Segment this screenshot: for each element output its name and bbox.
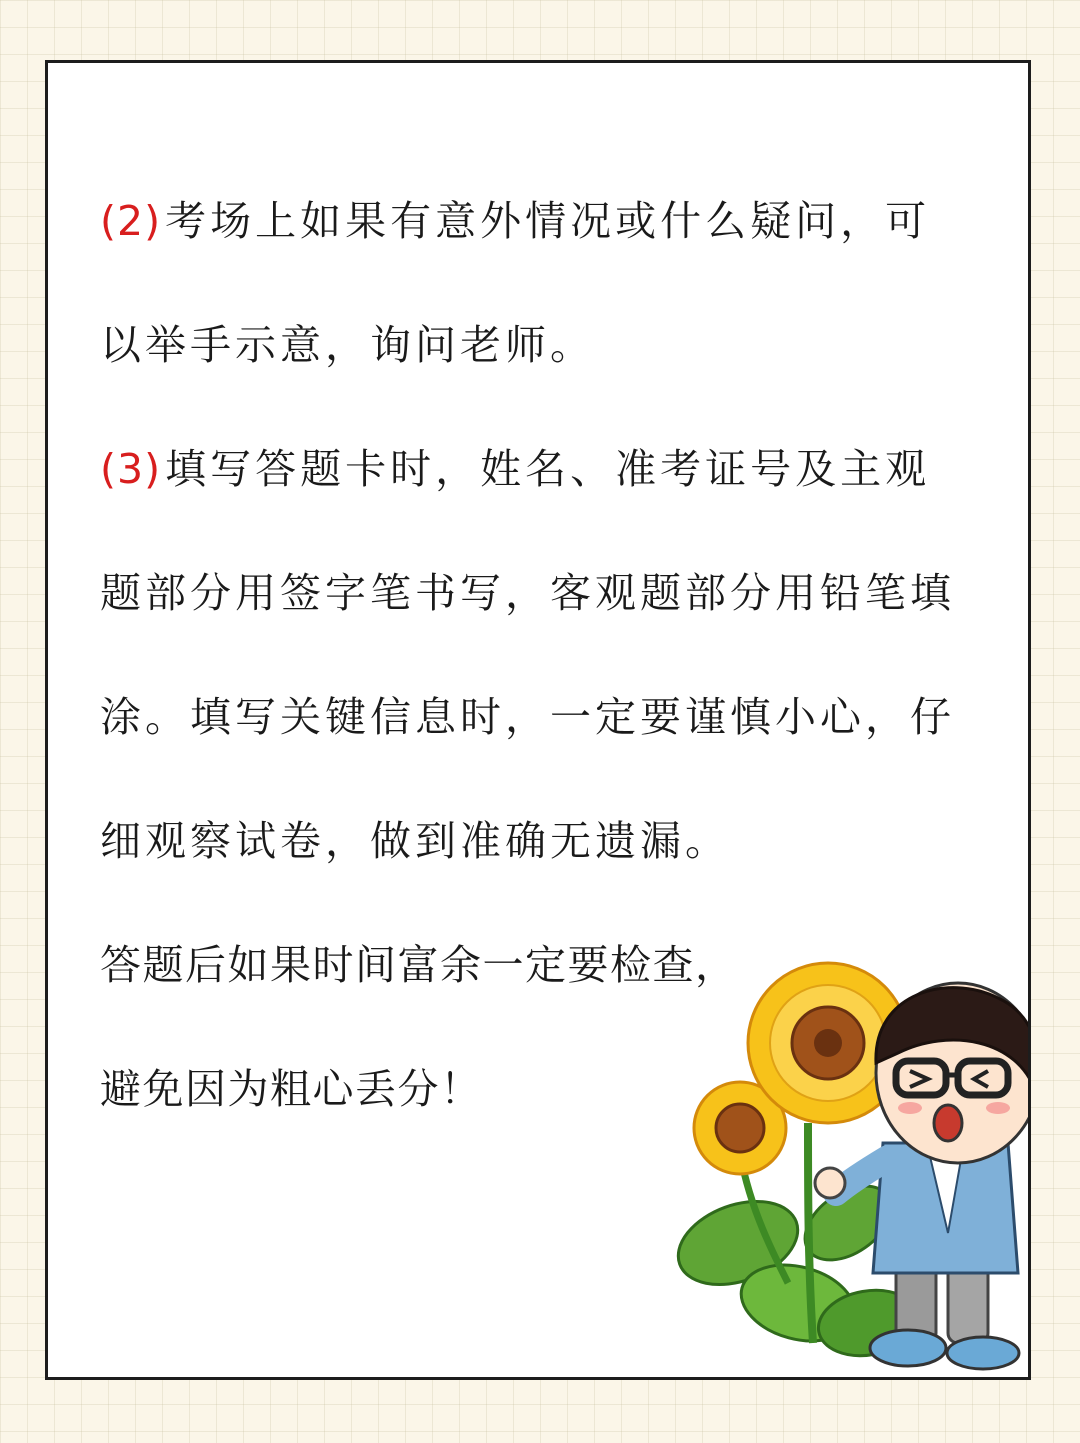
cartoon-boy-with-sunflowers-icon <box>658 943 1031 1380</box>
item-3-line-1 <box>100 407 986 531</box>
item-2 <box>100 159 986 407</box>
item-3-line-2: 题部分用签字笔书写，客观题部分用铅笔填 <box>100 569 955 617</box>
content-card <box>45 60 1031 1380</box>
item-2-line-1 <box>100 159 986 283</box>
closing-line-1: 答题后如果时间富余一定要检查， <box>100 941 738 989</box>
item-3-line-3: 涂。填写关键信息时，一定要谨慎小心，仔 <box>100 693 955 741</box>
item-2-text-1: 考场上如果有意外情况或什么疑问，可 <box>165 197 931 245</box>
item-3-number: (3) <box>100 445 162 493</box>
item-3-line-4: 细观察试卷，做到准确无遗漏。 <box>100 817 730 865</box>
item-2-line-2: 以举手示意，询问老师。 <box>100 321 595 369</box>
closing-line-2: 避免因为粗心丢分！ <box>100 1065 483 1113</box>
item-3-text-1: 填写答题卡时，姓名、准考证号及主观 <box>165 445 931 493</box>
item-2-number: (2) <box>100 197 162 245</box>
item-3 <box>100 407 986 903</box>
